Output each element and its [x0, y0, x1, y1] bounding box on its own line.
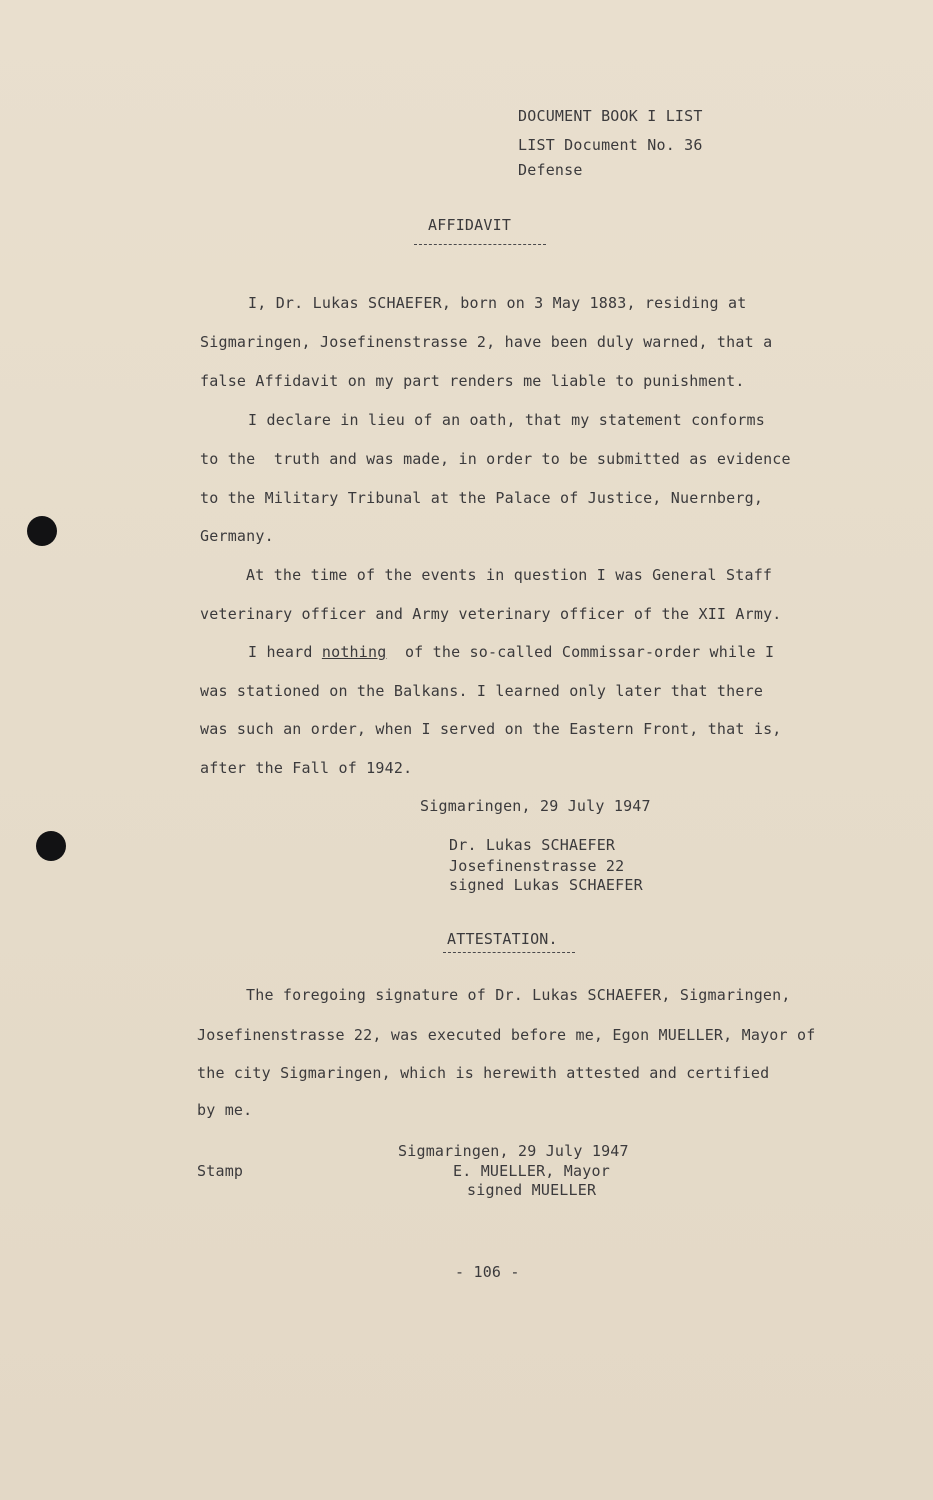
para2-line4: Germany. — [200, 527, 274, 545]
signer-address: Josefinenstrasse 22 — [449, 857, 625, 875]
para4-line2: was stationed on the Balkans. I learned only later that there — [200, 682, 764, 700]
para4-post: of the so-called Commissar-order while I — [386, 643, 775, 661]
para3-line2: veterinary officer and Army veterinary officer of the XII Army. — [200, 605, 782, 623]
header-line-2: LIST Document No. 36 — [518, 136, 703, 154]
para4-line3: was such an order, when I served on the Eastern Front, that is, — [200, 720, 782, 738]
title-underline — [414, 244, 546, 245]
para4-pre: I heard — [248, 643, 322, 661]
page-number: - 106 - — [455, 1263, 520, 1281]
para4-line1 — [248, 643, 774, 661]
mayor-name: E. MUELLER, Mayor — [453, 1162, 610, 1180]
para1-line3: false Affidavit on my part renders me liable to punishment. — [200, 372, 745, 390]
attestation-underline — [443, 952, 575, 953]
attestation-line3: the city Sigmaringen, which is herewith attested and certified — [197, 1064, 770, 1082]
attestation-place-date: Sigmaringen, 29 July 1947 — [398, 1142, 629, 1160]
para2-line2: to the truth and was made, in order to be submitted as evidence — [200, 450, 791, 468]
header-line-3: Defense — [518, 161, 583, 179]
affidavit-title: AFFIDAVIT — [428, 216, 512, 234]
para2-line1: I declare in lieu of an oath, that my statement conforms — [248, 411, 765, 429]
signer-name: Dr. Lukas SCHAEFER — [449, 836, 616, 854]
attestation-line4: by me. — [197, 1101, 253, 1119]
para1-line1: I, Dr. Lukas SCHAEFER, born on 3 May 1883, residing at — [248, 294, 747, 312]
signer-signed: signed Lukas SCHAEFER — [449, 876, 643, 894]
attestation-line1: The foregoing signature of Dr. Lukas SCHAEFER, Sigmaringen, — [246, 986, 791, 1004]
stamp-label: Stamp — [197, 1162, 244, 1180]
para1-line2: Sigmaringen, Josefinenstrasse 2, have been duly warned, that a — [200, 333, 773, 351]
punch-hole — [36, 831, 66, 861]
header-line-1: DOCUMENT BOOK I LIST — [518, 107, 703, 125]
punch-hole — [27, 516, 57, 546]
attestation-line2: Josefinenstrasse 22, was executed before me, Egon MUELLER, Mayor of — [197, 1026, 816, 1044]
affidavit-place-date: Sigmaringen, 29 July 1947 — [420, 797, 651, 815]
attestation-title: ATTESTATION. — [447, 930, 558, 948]
para2-line3: to the Military Tribunal at the Palace of Justice, Nuernberg, — [200, 489, 764, 507]
mayor-signed: signed MUELLER — [467, 1181, 597, 1199]
para3-line1: At the time of the events in question I was General Staff — [246, 566, 773, 584]
para4-line4: after the Fall of 1942. — [200, 759, 413, 777]
emphasis-nothing: nothing — [321, 643, 387, 661]
